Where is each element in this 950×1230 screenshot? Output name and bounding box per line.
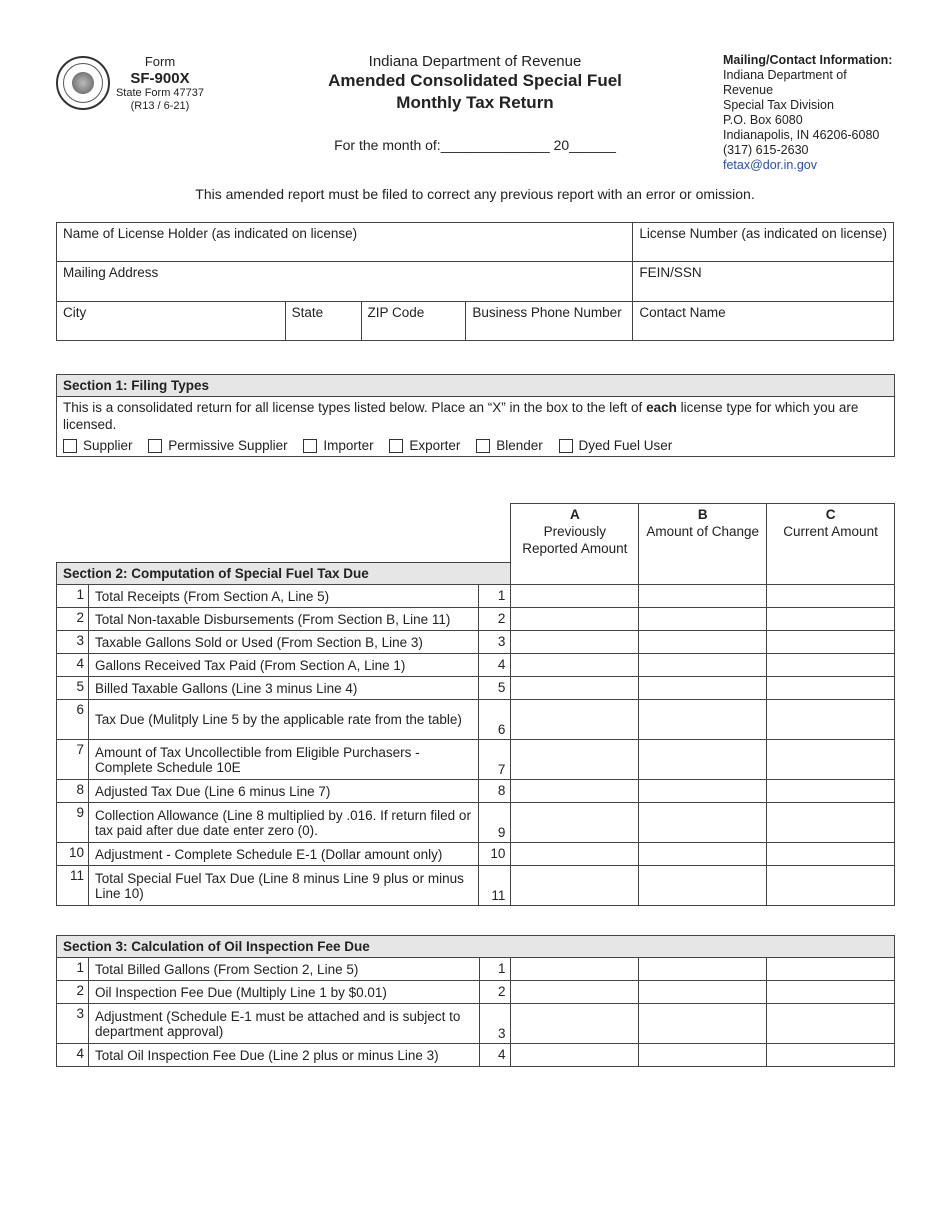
instructions-bold: each [646,400,677,415]
amount-cell-b[interactable] [639,803,767,843]
checkbox-icon[interactable] [389,439,403,453]
amount-cell-c[interactable] [767,700,895,740]
amount-cell-a[interactable] [511,981,639,1004]
amount-cell-b[interactable] [639,654,767,677]
line-number: 6 [57,700,89,740]
amount-cell-c[interactable] [767,981,895,1004]
table-row [57,677,895,700]
line-description: Total Non-taxable Disbursements (From Section B, Line 11) [88,608,478,631]
section2-table [56,503,895,906]
table-row [57,631,895,654]
column-c-letter: C [825,507,836,522]
filing-type-label: Importer [323,437,374,453]
line-number: 2 [57,608,89,631]
line-number-ref: 1 [479,958,511,981]
line-number-ref: 3 [479,631,511,654]
state-field[interactable]: State [285,302,361,341]
line-description: Total Receipts (From Section A, Line 5) [88,585,478,608]
line-description: Taxable Gallons Sold or Used (From Section B, Line 3) [88,631,478,654]
contact-phone: (317) 615-2630 [723,143,809,157]
section2-title: Section 2: Computation of Special Fuel Tax Due [57,563,511,585]
amount-cell-c[interactable] [767,740,895,780]
table-row [57,608,895,631]
amount-cell-b[interactable] [639,677,767,700]
table-row [57,700,895,740]
filing-type-options [63,438,888,453]
line-description: Total Special Fuel Tax Due (Line 8 minus Line 9 plus or minus Line 10) [88,866,478,906]
amount-cell-a[interactable] [511,958,639,981]
line-number: 4 [57,654,89,677]
filing-type-blender[interactable] [476,438,543,453]
mailing-address-field[interactable]: Mailing Address [57,262,633,302]
section1-title: Section 1: Filing Types [57,375,895,397]
line-number-ref: 9 [479,803,511,843]
section3-table [56,935,895,1067]
line-description: Collection Allowance (Line 8 multiplied by .016. If return filed or tax paid after due date enter zero (0). [88,803,478,843]
month-field[interactable]: For the month of:______________ 20______ [334,137,616,153]
amount-cell-a[interactable] [511,740,639,780]
amended-notice: This amended report must be filed to correct any previous report with an error or omission. [195,186,755,202]
contact-name-field[interactable]: Contact Name [633,302,894,341]
title-line-1: Amended Consolidated Special Fuel [328,71,622,90]
line-number: 3 [57,631,89,654]
title-line-2: Monthly Tax Return [396,93,554,113]
amount-cell-b[interactable] [639,958,767,981]
table-row [57,740,895,780]
line-number: 1 [57,958,89,981]
column-b-letter: B [697,507,708,522]
amount-cell-b[interactable] [639,843,767,866]
table-row [57,958,895,981]
line-number: 11 [57,866,89,906]
amount-cell-b[interactable] [639,866,767,906]
line-number: 4 [57,1044,89,1067]
table-row [57,1004,895,1044]
checkbox-icon[interactable] [63,439,77,453]
table-row [57,1044,895,1067]
amount-cell-c[interactable] [767,677,895,700]
line-number: 7 [57,740,89,780]
amount-cell-a[interactable] [511,780,639,803]
form-revision: (R13 / 6-21) [130,99,190,112]
filing-type-label: Blender [496,437,543,453]
section3-lines [57,958,895,1067]
checkbox-icon[interactable] [303,439,317,453]
city-field[interactable]: City [57,302,286,341]
line-number-ref: 8 [479,780,511,803]
line-description: Total Billed Gallons (From Section 2, Line 5) [88,958,479,981]
instructions-text-end: license type for which you are licensed. [63,400,859,432]
checkbox-icon[interactable] [559,439,573,453]
amount-cell-c[interactable] [767,958,895,981]
amount-cell-a[interactable] [511,803,639,843]
contact-line: Indiana Department of [723,68,847,82]
instructions-text: This is a consolidated return for all license types listed below. Place an “X” in the box to the left of [63,400,647,415]
department-name: Indiana Department of Revenue [368,53,582,70]
table-row [57,866,895,906]
amount-cell-b[interactable] [639,740,767,780]
amount-cell-c[interactable] [767,654,895,677]
line-number-ref: 2 [479,608,511,631]
amount-cell-c[interactable] [767,585,895,608]
line-number-ref: 1 [479,585,511,608]
filing-type-label: Supplier [83,437,133,453]
fein-field[interactable]: FEIN/SSN [633,262,894,302]
state-seal-icon [56,56,110,110]
column-a-label: Previously Reported Amount [522,523,628,556]
filing-type-label: Permissive Supplier [168,437,288,453]
amount-cell-c[interactable] [767,1004,895,1044]
amount-cell-a[interactable] [511,700,639,740]
column-a-letter: A [569,507,580,522]
line-number-ref: 7 [479,740,511,780]
form-number: SF-900X [130,69,190,87]
line-description: Tax Due (Mulitply Line 5 by the applicable rate from the table) [88,700,478,740]
form-identifier [112,55,208,112]
amount-cell-c[interactable] [767,631,895,654]
table-row [57,585,895,608]
amount-cell-a[interactable] [511,654,639,677]
amount-cell-a[interactable] [511,677,639,700]
line-description: Total Oil Inspection Fee Due (Line 2 plus or minus Line 3) [88,1044,479,1067]
line-number-ref: 6 [479,700,511,740]
state-form-number: State Form 47737 [115,87,205,100]
filing-type-permissive-supplier[interactable] [148,438,287,453]
line-number-ref: 11 [479,866,511,906]
contact-line: Revenue [723,83,774,97]
line-description: Oil Inspection Fee Due (Multiply Line 1 by $0.01) [88,981,479,1004]
section3-title: Section 3: Calculation of Oil Inspection Fee Due [57,936,895,958]
amount-cell-a[interactable] [511,843,639,866]
amount-cell-a[interactable] [511,631,639,654]
amount-cell-a[interactable] [511,1004,639,1044]
line-number: 2 [57,981,89,1004]
zip-field[interactable]: ZIP Code [361,302,466,341]
line-description: Adjustment (Schedule E-1 must be attached and is subject to department approval) [88,1004,479,1044]
filing-type-label: Exporter [409,437,461,453]
checkbox-icon[interactable] [476,439,490,453]
contact-info [723,53,923,173]
contact-heading: Mailing/Contact Information: [723,53,893,67]
amount-cell-b[interactable] [639,1044,767,1067]
column-c-label: Current Amount [783,523,878,539]
table-row [57,981,895,1004]
line-description: Gallons Received Tax Paid (From Section A, Line 1) [88,654,478,677]
amount-cell-a[interactable] [511,866,639,906]
amount-cell-b[interactable] [639,631,767,654]
column-b-header [639,504,767,585]
line-number: 3 [57,1004,89,1044]
table-row [57,780,895,803]
column-c-header [767,504,895,585]
license-holder-field[interactable]: Name of License Holder (as indicated on license) [57,223,633,262]
line-number-ref: 3 [479,1004,511,1044]
filing-type-exporter[interactable] [389,438,460,453]
amount-cell-b[interactable] [639,608,767,631]
amount-cell-c[interactable] [767,1044,895,1067]
line-description: Adjustment - Complete Schedule E-1 (Dollar amount only) [88,843,478,866]
line-number-ref: 10 [479,843,511,866]
line-number: 10 [57,843,89,866]
amount-cell-a[interactable] [511,1044,639,1067]
line-number-ref: 4 [479,1044,511,1067]
contact-line: Special Tax Division [723,98,834,112]
contact-email-link[interactable]: fetax@dor.in.gov [723,158,817,172]
line-number: 9 [57,803,89,843]
amount-cell-c[interactable] [767,803,895,843]
contact-line: P.O. Box 6080 [723,113,803,127]
amount-cell-c[interactable] [767,608,895,631]
filing-type-supplier[interactable] [63,438,133,453]
amount-cell-b[interactable] [639,981,767,1004]
amount-cell-b[interactable] [639,700,767,740]
filing-type-label: Dyed Fuel User [578,437,673,453]
amount-cell-a[interactable] [511,608,639,631]
line-description: Adjusted Tax Due (Line 6 minus Line 7) [88,780,478,803]
amount-cell-b[interactable] [639,1004,767,1044]
column-a-header [511,504,639,585]
form-title [300,53,650,114]
column-b-label: Amount of Change [646,523,759,539]
line-number-ref: 2 [479,981,511,1004]
line-description: Billed Taxable Gallons (Line 3 minus Line 4) [88,677,478,700]
table-row [57,803,895,843]
amount-cell-b[interactable] [639,780,767,803]
section2-lines [57,585,895,906]
form-word: Form [144,54,176,69]
checkbox-icon[interactable] [148,439,162,453]
filing-type-importer[interactable] [303,438,373,453]
amount-cell-c[interactable] [767,780,895,803]
table-row [57,654,895,677]
line-number-ref: 4 [479,654,511,677]
taxpayer-info-table [56,222,894,341]
section1-filing-types [56,374,895,457]
section1-instructions [63,400,888,434]
line-number-ref: 5 [479,677,511,700]
amount-cell-c[interactable] [767,843,895,866]
amount-cell-b[interactable] [639,585,767,608]
line-number: 5 [57,677,89,700]
contact-line: Indianapolis, IN 46206-6080 [723,128,880,142]
amount-cell-a[interactable] [511,585,639,608]
line-number: 1 [57,585,89,608]
section1-body [57,397,895,457]
header-spacer [57,504,511,563]
line-number: 8 [57,780,89,803]
table-row [57,843,895,866]
amount-cell-c[interactable] [767,866,895,906]
filing-type-dyed-fuel-user[interactable] [559,438,673,453]
license-number-field[interactable]: License Number (as indicated on license) [633,223,894,262]
phone-field[interactable]: Business Phone Number [466,302,633,341]
line-description: Amount of Tax Uncollectible from Eligible Purchasers - Complete Schedule 10E [88,740,478,780]
